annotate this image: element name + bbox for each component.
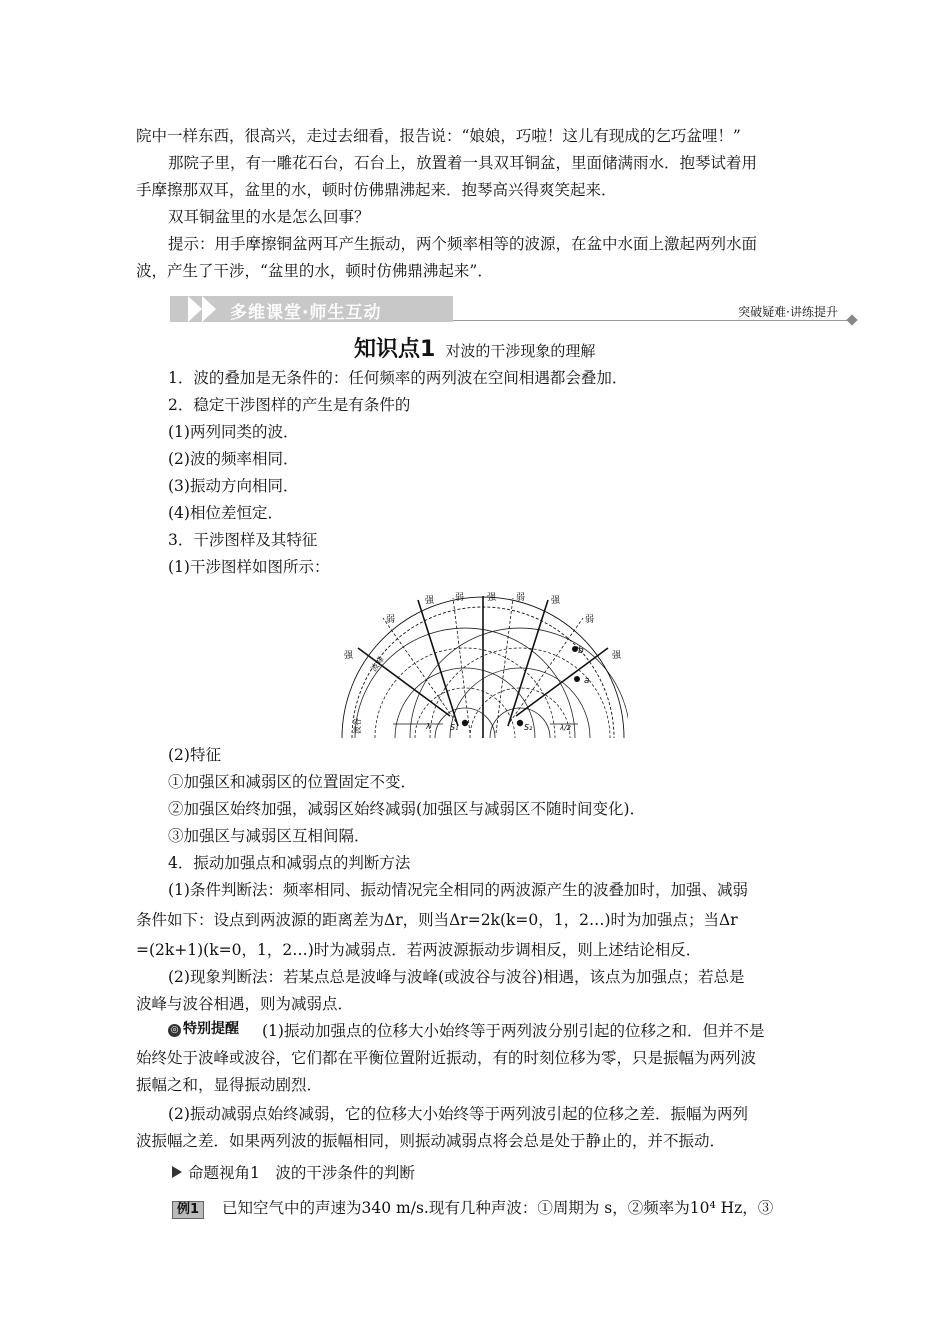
knowledge-label: 知识点1 [354, 337, 436, 362]
point-3a: (1)干涉图样如图所示： [168, 558, 330, 576]
label-weak-4: 弱 [585, 615, 595, 625]
tip-icon: ◎ [168, 1024, 181, 1037]
label-half-lambda: λ/2 [560, 724, 571, 732]
label-strong-5: 强 [612, 651, 622, 661]
example-line [172, 1198, 773, 1219]
label-weak-1: 弱 [455, 593, 465, 603]
feature-1: ①加强区和减弱区的位置固定不变． [168, 773, 417, 791]
topic-line [172, 1163, 415, 1183]
method-1a: (1)条件判断法：频率相同、振动情况完全相同的两波源产生的波叠加时，加强、减弱 [168, 881, 748, 899]
chevron-icon [202, 296, 216, 322]
label-b: b [578, 646, 584, 656]
point-2b: (2)波的频率相同． [168, 450, 299, 468]
banner-rule [453, 320, 853, 321]
label-crest: 波峰 [369, 654, 386, 674]
point-2d: (4)相位差恒定． [168, 504, 283, 522]
label-lambda: λ [426, 722, 431, 731]
tip-2b: 波振幅之差．如果两列波的振幅相同，则振动减弱点将会总是处于静止的，并不振动． [136, 1132, 726, 1150]
intro-question: 双耳铜盆里的水是怎么回事？ [168, 208, 370, 226]
intro-hint-1: 提示：用手摩擦铜盆两耳产生振动，两个频率相等的波源，在盆中水面上激起两列水面 [168, 235, 758, 253]
interference-figure [338, 588, 628, 740]
label-s2: S₂ [524, 723, 533, 732]
point-2c: (3)振动方向相同． [168, 477, 299, 495]
label-strong-4: 强 [344, 651, 354, 661]
banner-right-label: 突破疑难·讲练提升 [738, 305, 838, 319]
label-weak-3: 弱 [386, 615, 396, 625]
knowledge-heading [354, 332, 595, 363]
special-tip-label [168, 1018, 239, 1038]
example-badge: 例1 [172, 1201, 204, 1219]
point-a-dot [574, 676, 580, 682]
chevron-icon [188, 296, 202, 322]
intro-hint-2: 波，产生了干涉，“盆里的水，顿时仿佛鼎沸起来”． [136, 262, 493, 280]
knowledge-subtitle: 对波的干涉现象的理解 [445, 342, 596, 360]
label-s1: S₁ [450, 723, 459, 732]
example-text: 已知空气中的声速为340 m/s.现有几种声波：①周期为 s，②频率为10⁴ Hz，③ [222, 1199, 774, 1217]
point-2: 2．稳定干涉图样的产生是有条件的 [168, 396, 411, 414]
point-1: 1．波的叠加是无条件的：任何频率的两列波在空间相遇都会叠加． [168, 369, 628, 387]
label-strong-2: 强 [487, 593, 497, 603]
point-3b: (2)特征 [168, 746, 221, 764]
section-banner [170, 296, 860, 324]
tip-1a: (1)振动加强点的位移大小始终等于两列波分别引起的位移之和．但并不是 [262, 1022, 765, 1040]
label-strong-1: 强 [425, 596, 435, 606]
method-2b: 波峰与波谷相遇，则为减弱点． [136, 995, 354, 1013]
diamond-icon [846, 314, 857, 325]
source-s2-dot [517, 720, 523, 726]
label-weak-2: 弱 [516, 593, 526, 603]
tip-1c: 振幅之和，显得振动剧烈． [136, 1076, 323, 1094]
point-4: 4．振动加强点和减弱点的判断方法 [168, 854, 411, 872]
tip-2a: (2)振动减弱点始终减弱，它的位移大小始终等于两列波引起的位移之差．振幅为两列 [168, 1105, 748, 1123]
method-2a: (2)现象判断法：若某点总是波峰与波峰(或波谷与波谷)相遇，该点为加强点；若总是 [168, 968, 745, 986]
tip-label-text: 特别提醒 [183, 1021, 239, 1037]
feature-3: ③加强区与减弱区互相间隔． [168, 827, 370, 845]
source-s1-dot [462, 720, 468, 726]
tip-1b: 始终处于波峰或波谷，它们都在平衡位置附近振动，有的时刻位移为零，只是振幅为两列波 [136, 1049, 757, 1067]
intro-line-2: 那院子里，有一雕花石台，石台上，放置着一具双耳铜盆，里面储满雨水．抱琴试着用 [168, 154, 758, 172]
point-2a: (1)两列同类的波． [168, 423, 299, 441]
label-a: a [584, 676, 590, 686]
play-icon [172, 1166, 182, 1178]
antinodal-lines [358, 596, 608, 738]
banner-title: 多维课堂·师生互动 [230, 303, 382, 323]
method-1b: 条件如下：设点到两波源的距离差为Δr，则当Δr=2k(k=0，1，2…)时为加强点；当Δr [136, 911, 738, 929]
method-1c: =(2k+1)(k=0，1，2…)时为减弱点．若两波源振动步调相反，则上述结论相反． [136, 941, 702, 959]
point-3: 3．干涉图样及其特征 [168, 531, 318, 549]
label-strong-3: 强 [551, 596, 561, 606]
feature-2: ②加强区始终加强，减弱区始终减弱(加强区与减弱区不随时间变化)． [168, 800, 646, 818]
label-trough: 波谷 [353, 718, 362, 734]
intro-line-1: 院中一样东西，很高兴，走过去细看，报告说：“娘娘，巧啦！这儿有现成的乞巧盆哩！” [136, 127, 741, 145]
topic-label: 命题视角1 波的干涉条件的判断 [188, 1164, 415, 1182]
intro-line-3: 手摩擦那双耳，盆里的水，顿时仿佛鼎沸起来．抱琴高兴得爽笑起来． [136, 181, 617, 199]
